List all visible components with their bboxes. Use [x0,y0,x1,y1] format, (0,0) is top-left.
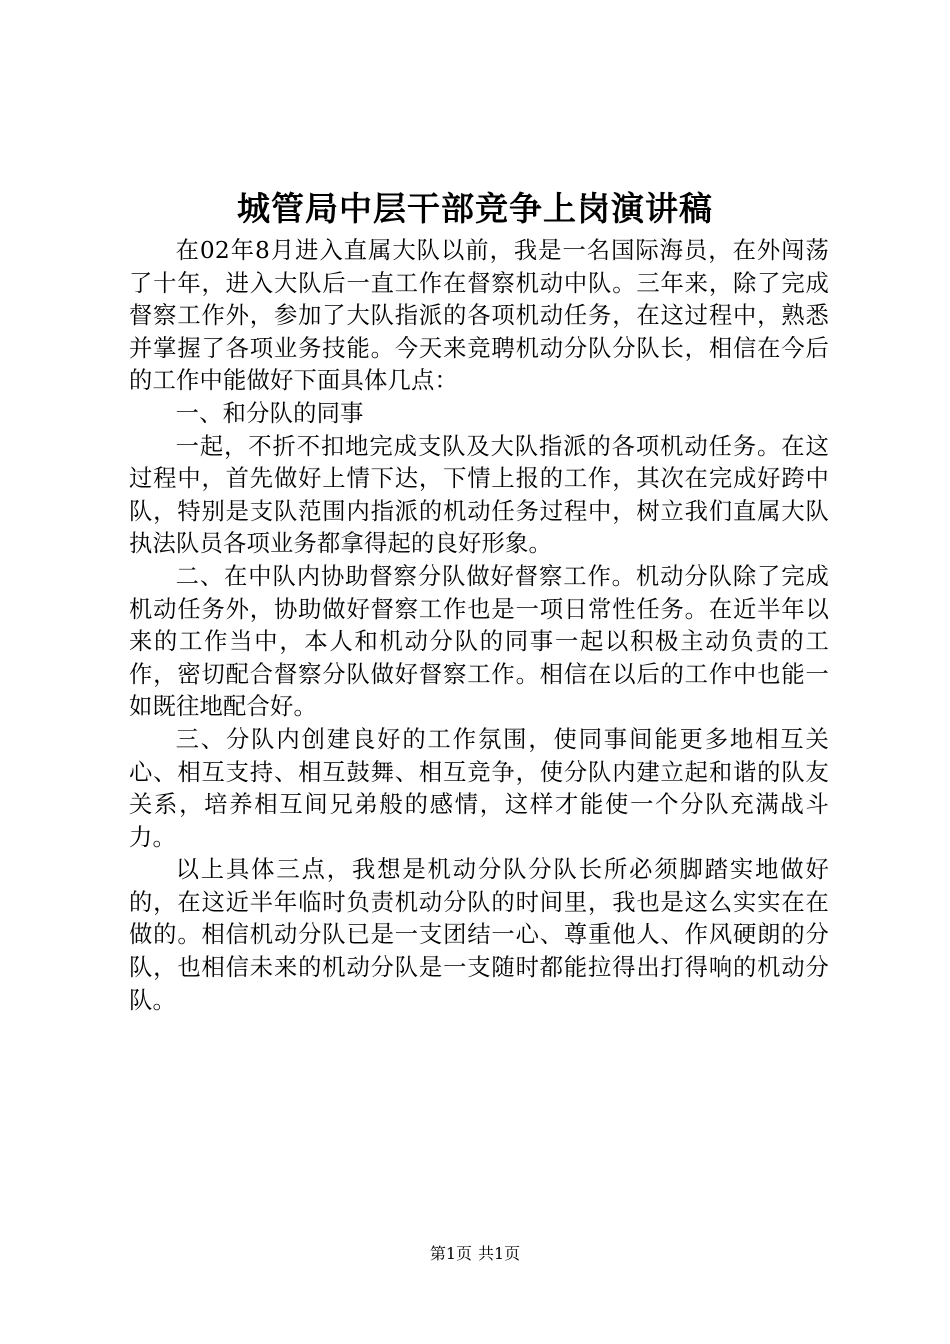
paragraph-point-one-heading: 一、和分队的同事 [175,399,364,427]
document-body [129,235,829,1017]
paragraph-point-one: 一起，不折不扣地完成支队及大队指派的各项机动任务。在这过程中，首先做好上情下达，下情上报的工作，其次在完成好跨中队，特别是支队范围内指派的机动任务过程中，树立我们直属大队执法队员各项业务都拿得起的良好形象。 [129,432,829,558]
page-footer [0,1242,950,1266]
paragraph-intro: 在02年8月进入直属大队以前，我是一名国际海员，在外闯荡了十年，进入大队后一直工作在督察机动中队。三年来，除了完成督察工作外，参加了大队指派的各项机动任务，在这过程中，熟悉并掌握了各项业务技能。今天来竞聘机动分队分队长，相信在今后的工作中能做好下面具体几点： [129,237,829,395]
page-number: 第1页 [429,1244,472,1263]
paragraph-point-three: 三、分队内创建良好的工作氛围，使同事间能更多地相互关心、相互支持、相互鼓舞、相互竞争，使分队内建立起和谐的队友关系，培养相互间兄弟般的感情，这样才能使一个分队充满战斗力。 [129,725,829,851]
paragraph-point-two: 二、在中队内协助督察分队做好督察工作。机动分队除了完成机动任务外，协助做好督察工作也是一项日常性任务。在近半年以来的工作当中，本人和机动分队的同事一起以积极主动负责的工作，密切配合督察分队做好督察工作。相信在以后的工作中也能一如既往地配合好。 [129,562,829,721]
document-title: 城管局中层干部竞争上岗演讲稿 [237,189,713,228]
paragraph-conclusion: 以上具体三点，我想是机动分队分队长所必须脚踏实地做好的，在这近半年临时负责机动分队的时间里，我也是这么实实在在做的。相信机动分队已是一支团结一心、尊重他人、作风硬朗的分队，也相信未来的机动分队是一支随时都能拉得出打得响的机动分队。 [129,856,829,1014]
page-total: 共1页 [478,1244,521,1263]
